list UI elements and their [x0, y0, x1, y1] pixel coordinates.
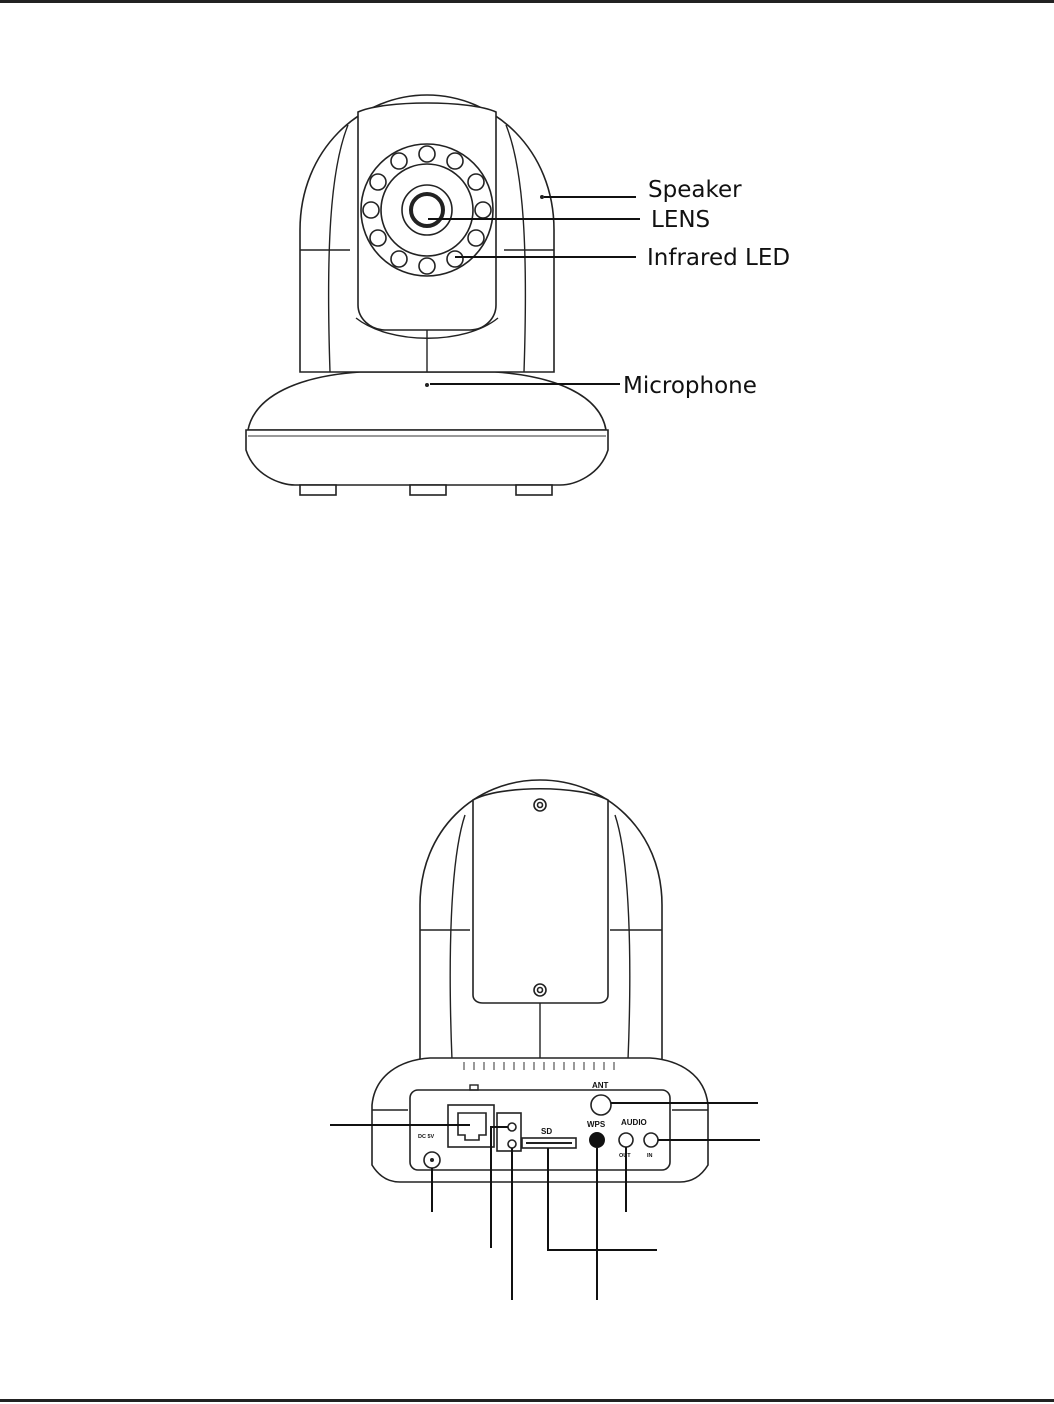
infrared-led [468, 174, 484, 190]
audio-in-label: IN [647, 1153, 653, 1159]
front-foot-left [300, 485, 336, 495]
audio-in-jack [644, 1133, 658, 1147]
dc-power-jack-pin [430, 1158, 434, 1162]
rear-back-plate [473, 789, 608, 1003]
rear-screw-top-center [538, 803, 543, 808]
ant-label: ANT [592, 1081, 609, 1090]
front-view-camera [246, 95, 608, 495]
front-base-top [248, 372, 606, 430]
front-foot-middle [410, 485, 446, 495]
infrared-led [419, 258, 435, 274]
sd-label: SD [541, 1127, 553, 1136]
infrared-led [370, 230, 386, 246]
sd-card-slot-opening [526, 1142, 572, 1144]
infrared-led [447, 153, 463, 169]
lens-label: LENS [651, 207, 711, 233]
infrared-led [370, 174, 386, 190]
infrared-led-label: Infrared LED [647, 245, 791, 271]
infrared-led [391, 153, 407, 169]
antenna-connector [591, 1095, 611, 1115]
speaker-hole [540, 195, 544, 199]
microphone-label: Microphone [623, 373, 757, 399]
infrared-led [475, 202, 491, 218]
network-led [508, 1123, 516, 1131]
dc-label: DC 5V [418, 1134, 435, 1140]
front-base-bottom [246, 430, 608, 485]
speaker-label: Speaker [648, 177, 742, 203]
rear-screw-bottom-center [538, 988, 543, 993]
infrared-led [468, 230, 484, 246]
infrared-led [391, 251, 407, 267]
wps-label: WPS [587, 1120, 606, 1129]
wps-button [589, 1132, 605, 1148]
reset-button [508, 1140, 516, 1148]
front-foot-right [516, 485, 552, 495]
rear-view-camera [372, 780, 708, 1182]
infrared-led [419, 146, 435, 162]
audio-out-jack [619, 1133, 633, 1147]
audio-label: AUDIO [621, 1118, 647, 1127]
audio-out-label: OUT [619, 1153, 631, 1159]
infrared-led [363, 202, 379, 218]
lens-inner [411, 194, 443, 226]
infrared-led [447, 251, 463, 267]
microphone-hole [425, 383, 429, 387]
